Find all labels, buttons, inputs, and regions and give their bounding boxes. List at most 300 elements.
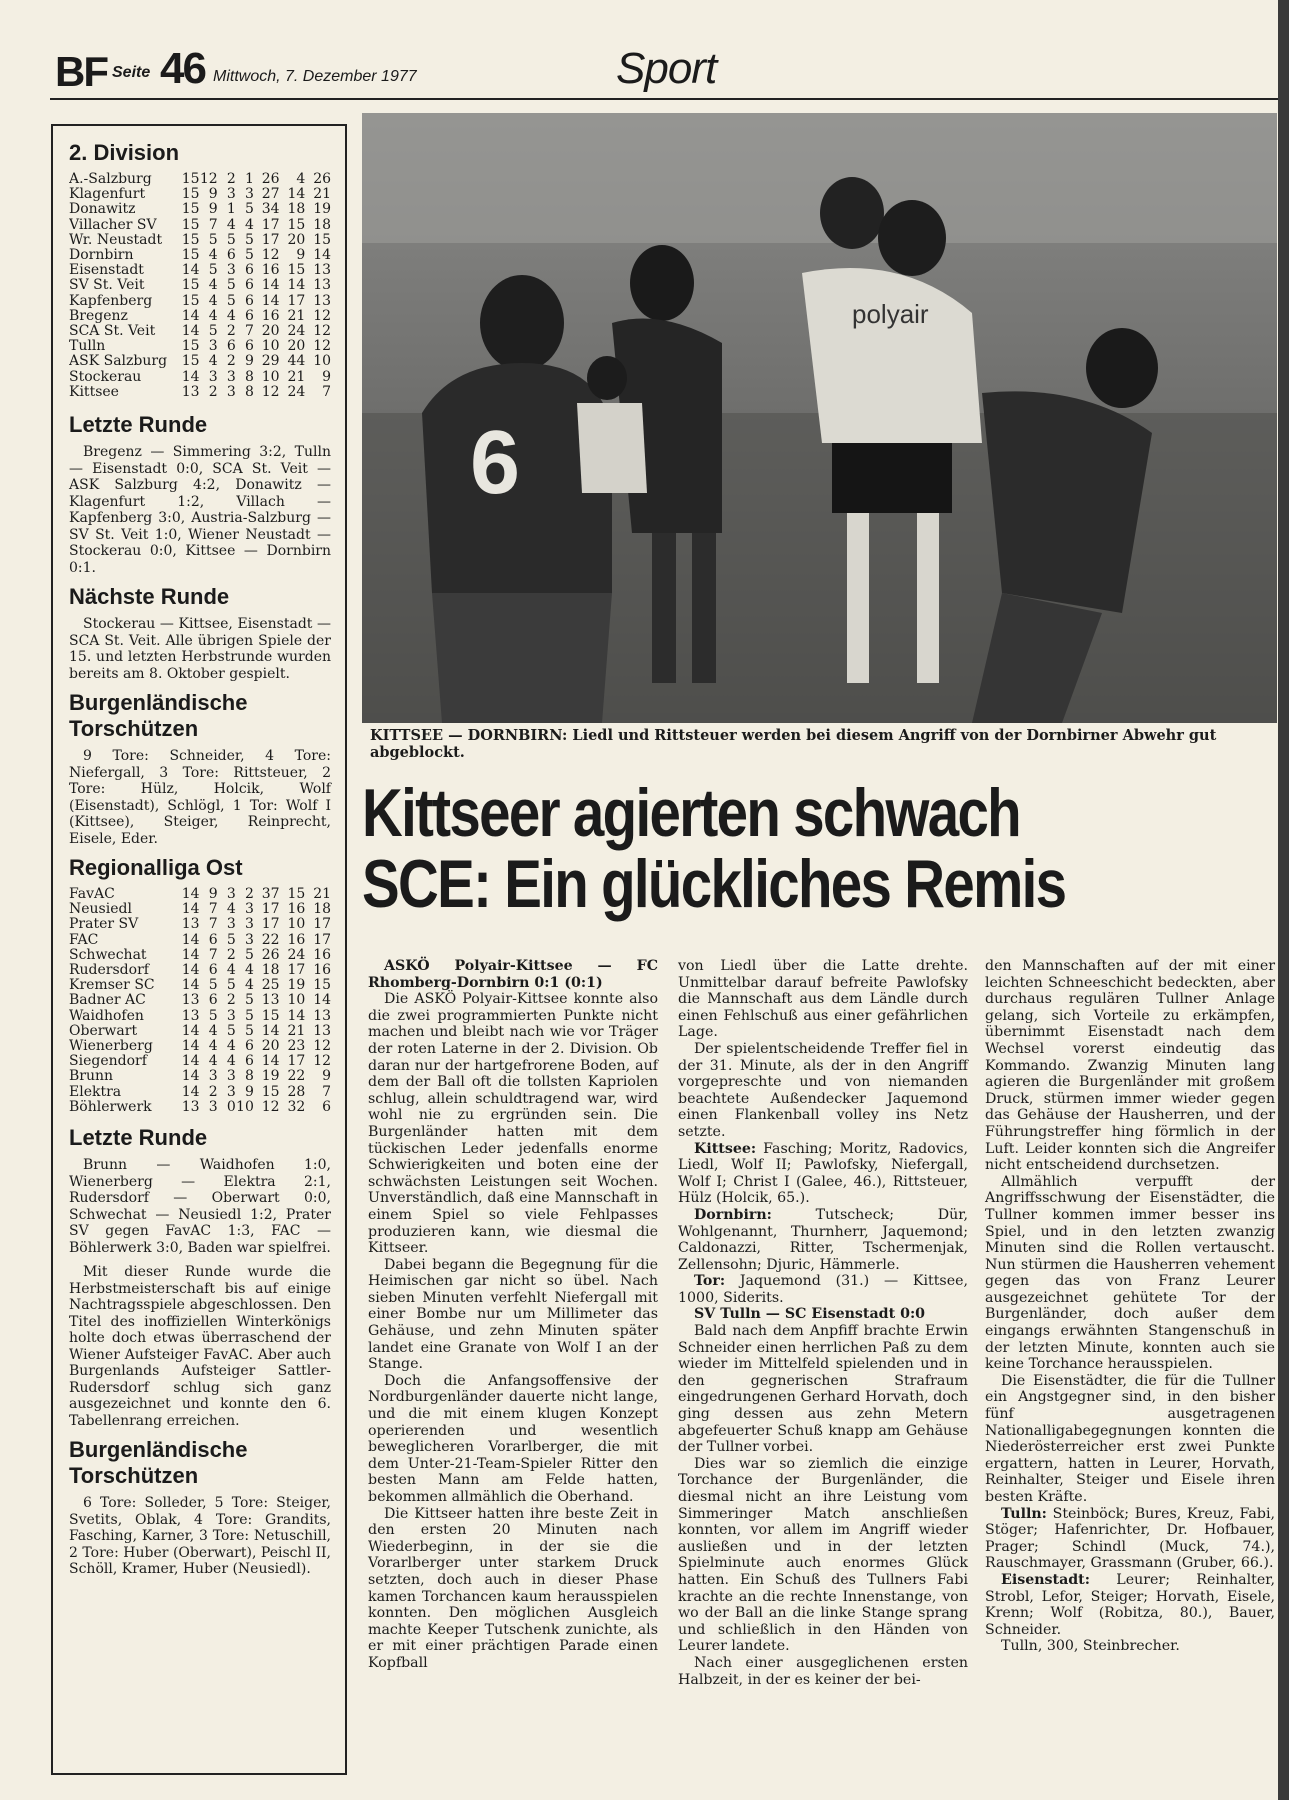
team-name: A.-Salzburg <box>69 172 152 187</box>
page-label: Seite <box>112 64 151 81</box>
team-name: Klagenfurt <box>69 187 146 203</box>
team-name: Rudersdorf <box>69 963 149 979</box>
standings-value: 6 <box>244 262 254 279</box>
team-name: Villacher SV <box>69 217 157 233</box>
team-name: Donawitz <box>69 202 136 218</box>
standings-value: 14 <box>181 901 200 918</box>
standings-value: 5 <box>226 292 236 309</box>
dornbirn-lineup-text: Tutscheck; Dür, Wohlgenannt, Thurnherr, Jaquemond; Caldonazzi, Ritter, Tschermenjak, Zellensohn; Djuric, Hämmerle. <box>678 1206 968 1273</box>
torschuetzen-text: 9 Tore: Schneider, 4 Tore: Niefergall, 3 Tore: Rittsteuer, 2 Tore: Hülz, Holcik, Wolf (Eisenstadt), Schlögl, 1 Tor: Wolf I (Kittsee), Steiger, Reinprecht, Eisele, Eder. <box>69 748 331 847</box>
standings-value: 4 <box>208 292 218 309</box>
team-name: Eisenstadt <box>69 263 144 279</box>
standings-value: 15 <box>181 216 200 233</box>
standings-value: 9 <box>296 247 306 264</box>
standings-value: 4 <box>208 1022 218 1039</box>
standings-value: 34 <box>261 201 280 218</box>
standings-value: 14 <box>261 277 280 294</box>
standings-value: 5 <box>244 1022 254 1039</box>
standings-value: 16 <box>261 262 280 279</box>
standings-value: 15 <box>181 338 200 355</box>
standings-value: 5 <box>226 977 236 994</box>
standings-value: 9 <box>244 353 254 370</box>
standings-value: 15 <box>287 262 306 279</box>
standings-value: 7 <box>208 916 218 933</box>
standings-value: 3 <box>208 1098 218 1115</box>
standings-value: 5 <box>208 262 218 279</box>
standings-value: 2 <box>226 992 236 1009</box>
standings-value: 14 <box>313 992 332 1009</box>
standings-value: 7 <box>322 383 332 400</box>
standings-value: 4 <box>244 977 254 994</box>
standings-value: 5 <box>208 1007 218 1024</box>
standings-value: 13 <box>313 277 332 294</box>
standings-value: 9 <box>322 368 332 385</box>
standings-value: 2 <box>226 946 236 963</box>
goal-info <box>678 1273 968 1306</box>
standings-value: 4 <box>208 307 218 324</box>
standings-value: 13 <box>261 992 280 1009</box>
standings-value: 12 <box>261 247 280 264</box>
standings-value: 10 <box>313 353 332 370</box>
standings-value: 2 <box>226 171 236 187</box>
standings-value: 5 <box>244 231 254 248</box>
standings-value: 14 <box>287 186 306 203</box>
standings-value: 17 <box>261 901 280 918</box>
standings-value: 1 <box>226 201 236 218</box>
torschuetzen-heading: Burgenländische Torschützen <box>69 690 248 742</box>
standings-value: 22 <box>261 931 280 948</box>
standings-value: 18 <box>261 962 280 979</box>
standings-row <box>69 263 331 278</box>
standings-value: 3 <box>208 338 218 355</box>
standings-row <box>69 370 331 385</box>
kittsee-lineup-text: Fasching; Moritz, Radovics, Liedl, Wolf II; Pawlofsky, Niefergall, Wolf I; Christ I (Galee, 46.), Rittsteuer, Hülz (Holcik, 65.). <box>678 1140 968 1207</box>
standings-value: 29 <box>261 353 280 370</box>
standings-value: 23 <box>287 1038 306 1055</box>
standings-row <box>69 294 331 309</box>
standings-row <box>69 1039 331 1054</box>
standings-value: 5 <box>226 231 236 248</box>
standings-value: 6 <box>244 338 254 355</box>
article-paragraph: Bald nach dem Anpfiff brachte Erwin Schneider einen herrlichen Paß zu dem wieder im Mittelfeld spielenden und in den gegnerischen Strafraum eingedrungenen Gerhard Horvath, doch ging dessen aus zehn Metern abgefeuerter Schuß knapp am Gehäuse der Tullner vorbei. <box>678 1323 968 1456</box>
standings-value: 15 <box>261 1083 280 1100</box>
standings-value: 4 <box>226 1038 236 1055</box>
standings-value: 5 <box>226 1022 236 1039</box>
standings-value: 13 <box>181 916 200 933</box>
standings-row <box>69 172 331 187</box>
team-name: Tulln <box>69 339 106 355</box>
team-name: Waidhofen <box>69 1008 144 1024</box>
standings-value: 20 <box>261 1038 280 1055</box>
standings-row <box>69 933 331 948</box>
standings-value: 25 <box>261 977 280 994</box>
standings-value: 3 <box>226 1007 236 1024</box>
standings-value: 8 <box>244 383 254 400</box>
standings-value: 15 <box>181 277 200 294</box>
standings-value: 7 <box>322 1083 332 1100</box>
headline-line-2: SCE: Ein glückliches Remis <box>362 846 1066 922</box>
team-name: Siegendorf <box>69 1054 147 1070</box>
standings-value: 4 <box>208 1053 218 1070</box>
article-paragraph: Dies war so ziemlich die einzige Torchance der Burgenländer, die diesmal nicht an ihre Leistung vom Simmeringer Match anschließen konnten, vor allem im Angriff wieder ausließen und in der letzten Spielminute auch enormes Glück hatten. Ein Schuß des Tullners Fabi krachte an die rechte Innenstange, von wo der Ball an die linke Stange sprang und schließlich in den Händen von Leurer landete. <box>678 1455 968 1655</box>
standings-value: 14 <box>181 307 200 324</box>
standings-value: 14 <box>181 1038 200 1055</box>
letzte-runde-2-heading: Letzte Runde <box>69 1125 208 1151</box>
standings-value: 3 <box>244 901 254 918</box>
standings-row <box>69 917 331 932</box>
standings-value: 14 <box>181 1083 200 1100</box>
standings-value: 3 <box>226 383 236 400</box>
team-name: Prater SV <box>69 917 139 933</box>
standings-row <box>69 324 331 339</box>
standings-value: 8 <box>244 1068 254 1085</box>
team-name: Böhlerwerk <box>69 1099 152 1115</box>
standings-value: 15 <box>181 171 200 187</box>
standings-row <box>69 202 331 217</box>
standings-value: 3 <box>208 1068 218 1085</box>
standings-value: 15 <box>261 1007 280 1024</box>
standings-value: 26 <box>261 171 280 187</box>
article-column-3 <box>985 958 1275 1655</box>
standings-value: 5 <box>208 977 218 994</box>
standings-value: 19 <box>313 201 332 218</box>
standings-value: 15 <box>181 186 200 203</box>
standings-value: 3 <box>208 368 218 385</box>
naechste-runde-heading: Nächste Runde <box>69 584 230 610</box>
match-photo <box>362 113 1277 723</box>
standings-row <box>69 218 331 233</box>
standings-value: 13 <box>313 1007 332 1024</box>
standings-value: 14 <box>287 277 306 294</box>
standings-value: 16 <box>261 307 280 324</box>
sponsor-text: polyair <box>852 299 929 329</box>
standings-value: 21 <box>287 368 306 385</box>
goal-label: Tor: <box>694 1273 726 1290</box>
team-name: FAC <box>69 932 99 948</box>
standings-value: 9 <box>244 1083 254 1100</box>
eisenstadt-lineup <box>985 1572 1275 1638</box>
article-paragraph: Der spielentscheidende Treffer fiel in der 31. Minute, als der in den Angriff vorgepreschte und von niemanden beachtete Außendecker Jaquemond einen Flankenball volley ins Netz setzte. <box>678 1040 968 1140</box>
header-rule <box>50 98 1280 100</box>
article-paragraph: Doch die Anfangsoffensive der Nordburgenländer dauerte nicht lange, und die mit einem klugen Konzept operierenden und wesentlich beweglicheren Vorarlberger, die mit dem Unter-21-Team-Spieler Ritter den besten Mann am Felde hatten, bekommen allmählich die Oberhand. <box>368 1372 658 1505</box>
team-name: Wienerberg <box>69 1039 153 1055</box>
jersey-number: 6 <box>470 413 521 513</box>
standings-value: 17 <box>313 931 332 948</box>
standings-value: 3 <box>226 916 236 933</box>
dornbirn-lineup <box>678 1207 968 1273</box>
team-name: Stockerau <box>69 369 142 385</box>
standings-value: 14 <box>181 368 200 385</box>
standings-value: 4 <box>226 1053 236 1070</box>
team-name: Wr. Neustadt <box>69 232 163 248</box>
standings-value: 6 <box>208 931 218 948</box>
standings-value: 3 <box>226 368 236 385</box>
standings-value: 24 <box>287 383 306 400</box>
standings-value: 14 <box>181 886 200 903</box>
standings-value: 6 <box>244 307 254 324</box>
standings-row <box>69 278 331 293</box>
standings-value: 13 <box>181 1007 200 1024</box>
regionalliga-table <box>69 887 331 1115</box>
torschuetzen-2-heading: Burgenländische Torschützen <box>69 1437 248 1489</box>
standings-value: 22 <box>287 1068 306 1085</box>
standings-row <box>69 1100 331 1115</box>
standings-value: 6 <box>244 277 254 294</box>
tulln-footer: Tulln, 300, Steinbrecher. <box>1001 1638 1180 1655</box>
standings-value: 4 <box>244 962 254 979</box>
standings-value: 12 <box>261 383 280 400</box>
standings-value: 12 <box>313 338 332 355</box>
standings-value: 3 <box>244 916 254 933</box>
standings-value: 4 <box>226 962 236 979</box>
newspaper-logo: BF <box>55 48 107 95</box>
standings-value: 19 <box>261 1068 280 1085</box>
team-name: Elektra <box>69 1084 122 1100</box>
standings-value: 13 <box>313 1022 332 1039</box>
standings-sidebar <box>51 124 347 1775</box>
standings-value: 14 <box>287 1007 306 1024</box>
standings-value: 13 <box>313 292 332 309</box>
article-paragraph: Die Kittseer hatten ihre beste Zeit in den ersten 20 Minuten nach Wiederbeginn, in der sie die Vorarlberger unter starkem Druck setzten, doch auch in dieser Phase kamen Torchancen kaum herausspielen konnten. Den möglichen Ausgleich machte Keeper Tutschenk zunichte, als er mit einer prächtigen Parade einen Kopfball <box>368 1505 658 1671</box>
article-paragraph: Allmählich verpufft der Angriffsschwung der Eisenstädter, die Tullner kommen immer besser ins Spiel, und in den letzten zwanzig Minuten sind die Rollen vertauscht. Nun stürmen die Hausherren vehement gegen das von Franz Leurer ausgezeichnet gehütete Tor der Burgenländer, doch außer dem eingangs erwähnten Stangenschuß in der letzten Minute, konnten auch sie keine Torchance herausspielen. <box>985 1173 1275 1373</box>
standings-value: 32 <box>287 1098 306 1115</box>
team-name: Dornbirn <box>69 248 134 264</box>
standings-value: 18 <box>313 216 332 233</box>
standings-value: 15 <box>181 201 200 218</box>
standings-value: 15 <box>181 247 200 264</box>
standings-value: 10 <box>261 338 280 355</box>
naechste-runde-text: Stockerau — Kittsee, Eisenstadt — SCA St. Veit. Alle übrigen Spiele der 15. und letzten Herbstrunde wurden bereits am 8. Oktober gespielt. <box>69 616 331 682</box>
team-name: Badner AC <box>69 993 146 1009</box>
standings-value: 3 <box>226 186 236 203</box>
standings-value: 14 <box>181 1022 200 1039</box>
standings-value: 4 <box>208 277 218 294</box>
standings-row <box>69 1009 331 1024</box>
section-title: Sport <box>616 44 717 93</box>
standings-value: 17 <box>287 962 306 979</box>
standings-value: 5 <box>244 946 254 963</box>
standings-value: 5 <box>244 247 254 264</box>
article-paragraph: von Liedl über die Latte drehte. Unmittelbar darauf befreite Pawlofsky die Mannschaft aus dem Ländle durch einen Fehlschuß aus einer gefährlichen Lage. <box>678 958 968 1041</box>
standings-value: 16 <box>287 901 306 918</box>
article-paragraph: Die ASKÖ Polyair-Kittsee konnte also die zwei programmierten Punkte nicht machen und bleibt nach wie vor Träger der roten Laterne in der 2. Division. Ob daran nur der hartgefrorene Boden, auf dem der Ball oft die tollsten Kapriolen schlug, allein schuldtragend war, wird wohl nie zu ergründen sein. Die Burgenländer hatten mit dem tückischen Leder jedenfalls enorme Schwierigkeiten und boten eine der schwächsten Leistungen seit Wochen. Unverständlich, daß eine Mannschaft in einem Spiel so viele Fehlpasses produzieren kann, wie diesmal die Kittseer. <box>368 991 658 1257</box>
article-paragraph: Nach einer ausgeglichenen ersten Halbzeit, in der es keiner der bei- <box>678 1654 968 1688</box>
page-edge <box>1278 0 1289 1800</box>
standings-value: 12 <box>313 323 332 340</box>
standings-value: 2 <box>226 353 236 370</box>
standings-value: 16 <box>313 946 332 963</box>
standings-value: 18 <box>287 201 306 218</box>
standings-value: 6 <box>244 1053 254 1070</box>
issue-date: Mittwoch, 7. Dezember 1977 <box>213 68 417 85</box>
standings-value: 9 <box>208 186 218 203</box>
standings-value: 10 <box>287 916 306 933</box>
standings-value: 4 <box>226 216 236 233</box>
match1-header: ASKÖ Polyair-Kittsee — FC Rhomberg-Dornbirn 0:1 (0:1) <box>368 958 658 991</box>
team-name: Kapfenberg <box>69 293 153 309</box>
standings-row <box>69 1085 331 1100</box>
standings-value: 7 <box>208 901 218 918</box>
match2-header: SV Tulln — SC Eisenstadt 0:0 <box>694 1306 926 1323</box>
standings-value: 3 <box>226 886 236 903</box>
standings-value: 2 <box>208 1083 218 1100</box>
standings-value: 21 <box>313 886 332 903</box>
standings-row <box>69 354 331 369</box>
standings-row <box>69 187 331 202</box>
standings-value: 14 <box>181 946 200 963</box>
regionalliga-heading: Regionalliga Ost <box>69 855 243 881</box>
team-name: Brunn <box>69 1069 114 1085</box>
standings-value: 12 <box>313 1053 332 1070</box>
standings-value: 3 <box>226 262 236 279</box>
standings-value: 3 <box>226 1083 236 1100</box>
standings-value: 37 <box>261 886 280 903</box>
headline-line-1: Kittseer agierten schwach <box>362 775 1020 851</box>
standings-value: 14 <box>181 931 200 948</box>
standings-row <box>69 902 331 917</box>
article-headline <box>362 775 1121 922</box>
standings-value: 2 <box>208 383 218 400</box>
standings-value: 9 <box>208 201 218 218</box>
dornbirn-label: Dornbirn: <box>694 1206 772 1223</box>
standings-value: 5 <box>208 323 218 340</box>
standings-value: 8 <box>244 368 254 385</box>
standings-row <box>69 309 331 324</box>
team-name: SCA St. Veit <box>69 324 156 340</box>
standings-value: 13 <box>181 992 200 1009</box>
division2-table <box>69 172 331 400</box>
standings-value: 4 <box>208 247 218 264</box>
standings-value: 6 <box>226 247 236 264</box>
standings-row <box>69 1069 331 1084</box>
article-column-2 <box>678 958 968 1688</box>
standings-value: 17 <box>261 216 280 233</box>
standings-value: 4 <box>226 901 236 918</box>
standings-value: 15 <box>181 353 200 370</box>
standings-value: 14 <box>181 1068 200 1085</box>
standings-value: 15 <box>313 977 332 994</box>
standings-value: 21 <box>287 1022 306 1039</box>
letzte-runde-2-results: Brunn — Waidhofen 1:0, Wienerberg — Elektra 2:1, Rudersdorf — Oberwart 0:0, Schwechat — Neusiedl 1:2, Prater SV gegen FavAC 1:3, FAC — Böhlerwerk 3:0, Baden war spielfrei. <box>69 1157 331 1256</box>
standings-value: 14 <box>181 962 200 979</box>
standings-value: 14 <box>181 1053 200 1070</box>
standings-value: 9 <box>208 886 218 903</box>
standings-value: 15 <box>181 231 200 248</box>
team-name: Kremser SC <box>69 978 155 994</box>
standings-row <box>69 233 331 248</box>
standings-value: 7 <box>208 216 218 233</box>
standings-value: 14 <box>181 323 200 340</box>
standings-value: 14 <box>261 292 280 309</box>
standings-value: 5 <box>208 231 218 248</box>
standings-value: 20 <box>287 338 306 355</box>
standings-row <box>69 948 331 963</box>
standings-value: 26 <box>261 946 280 963</box>
standings-value: 15 <box>313 231 332 248</box>
caption-text: Liedl und Rittsteuer werden bei diesem Angriff von der Dornbirner Abwehr gut abgeblockt. <box>370 727 1217 761</box>
standings-value: 1 <box>244 171 254 187</box>
standings-value: 4 <box>226 307 236 324</box>
article-column-1 <box>368 958 658 1672</box>
standings-row <box>69 1054 331 1069</box>
standings-value: 6 <box>208 992 218 1009</box>
torschuetzen-2-text: 6 Tore: Solleder, 5 Tore: Steiger, Svetits, Oblak, 4 Tore: Grandits, Fasching, Karner, 3 Tore: Netuschill, 2 Tore: Huber (Oberwart), Peischl II, Schöll, Kramer, Huber (Neusiedl). <box>69 1495 331 1578</box>
standings-value: 15 <box>181 292 200 309</box>
page-number: 46 <box>160 44 205 93</box>
division2-heading: 2. Division <box>69 140 180 165</box>
standings-value: 21 <box>313 186 332 203</box>
standings-value: 20 <box>261 323 280 340</box>
standings-value: 6 <box>226 338 236 355</box>
eisenstadt-lineup-text: Leurer; Reinhalter, Strobl, Lefor, Steiger; Horvath, Eisele, Krenn; Wolf (Robitza, 80.), Bauer, Schneider. <box>985 1571 1276 1638</box>
standings-value: 4 <box>208 1038 218 1055</box>
tulln-label: Tulln: <box>1001 1505 1047 1522</box>
standings-value: 5 <box>244 201 254 218</box>
standings-row <box>69 1024 331 1039</box>
article-paragraph: Die Eisenstädter, die für die Tullner ein Angstgegner sind, in den bisher fünf ausgetragenen Nationalligabegegnungen konnten die Niederösterreicher erst zwei Punkte ergattern, hatten in Leurer, Horvath, Reinhalter, Steiger und Eisele ihren besten Kräfte. <box>985 1372 1275 1505</box>
team-name: Neusiedl <box>69 902 132 918</box>
standings-value: 12 <box>313 307 332 324</box>
standings-value: 5 <box>226 277 236 294</box>
standings-value: 3 <box>244 186 254 203</box>
standings-value: 15 <box>287 886 306 903</box>
letzte-runde-heading: Letzte Runde <box>69 412 208 438</box>
standings-value: 17 <box>261 231 280 248</box>
standings-row <box>69 339 331 354</box>
team-name: Oberwart <box>69 1023 138 1039</box>
standings-row <box>69 963 331 978</box>
standings-value: 26 <box>313 171 332 187</box>
standings-value: 13 <box>181 1098 200 1115</box>
standings-value: 0 <box>226 1098 236 1115</box>
standings-value: 13 <box>313 262 332 279</box>
standings-value: 44 <box>287 353 306 370</box>
standings-row <box>69 993 331 1008</box>
kittsee-label: Kittsee: <box>694 1140 757 1157</box>
article-paragraph: den Mannschaften auf der mit einer leichten Schneeschicht bedeckten, aber durchaus regulären Tullner Anlage gelang, sich Vorteile zu erkämpfen, übernimmt Eisenstadt nach dem Wechsel vorerst eindeutig das Kommando. Zwanzig Minuten lang agieren die Burgenländer mit großem Druck, stürmen immer wieder gegen das Gehäuse der Hausherren, und der Führungstreffer hing förmlich in der Luft. Leider konnten sich die Angreifer nicht entscheidend durchsetzen. <box>985 958 1275 1174</box>
standings-value: 21 <box>287 307 306 324</box>
standings-value: 10 <box>236 1098 254 1115</box>
herbstmeisterschaft-text: Mit dieser Runde wurde die Herbstmeisterschaft bis auf einige Nachtragsspiele abgeschlossen. Den Titel des inoffiziellen Winterkönigs holte doch etwas überraschend der Wiener Aufsteiger FavAC. Aber auch Burgenlands Aufsteiger Sattler-Rudersdorf schlug sich ganz ausgezeichnet und konnte den 6. Tabellenrang erreichen. <box>69 1264 331 1429</box>
standings-value: 6 <box>244 292 254 309</box>
standings-value: 13 <box>181 383 200 400</box>
goal-text: Jaquemond (31.) — Kittsee, 1000, Siderits. <box>678 1273 968 1306</box>
standings-value: 10 <box>287 992 306 1009</box>
standings-value: 17 <box>261 916 280 933</box>
standings-row <box>69 385 331 400</box>
team-name: Bregenz <box>69 308 128 324</box>
standings-value: 28 <box>287 1083 306 1100</box>
standings-value: 9 <box>322 1068 332 1085</box>
standings-value: 10 <box>261 368 280 385</box>
standings-value: 5 <box>244 1007 254 1024</box>
standings-value: 6 <box>244 1038 254 1055</box>
standings-value: 7 <box>208 946 218 963</box>
eisenstadt-label: Eisenstadt: <box>1001 1571 1090 1588</box>
letzte-runde-results: Bregenz — Simmering 3:2, Tulln — Eisenstadt 0:0, SCA St. Veit — ASK Salzburg 4:2, Donawitz — Klagenfurt 1:2, Villach — Kapfenberg 3:0, Austria-Salzburg — SV St. Veit 1:0, Wiener Neustadt — Stockerau 0:0, Kittsee — Dornbirn 0:1. <box>69 444 331 576</box>
article-paragraph: Dabei begann die Begegnung für die Heimischen gar nicht so übel. Nach sieben Minuten verfehlt Niefergall mit einer Bombe nur um Millimeter das Gehäuse, und zehn Minuten später landet eine Granate von Wolf I an der Stange. <box>368 1256 658 1373</box>
standings-value: 4 <box>208 353 218 370</box>
match-photo-illustration <box>362 113 1277 723</box>
standings-value: 7 <box>244 323 254 340</box>
standings-value: 6 <box>322 1098 332 1115</box>
standings-value: 5 <box>244 992 254 1009</box>
team-name: FavAC <box>69 887 115 903</box>
team-name: Kittsee <box>69 384 119 400</box>
standings-value: 19 <box>287 977 306 994</box>
kittsee-lineup <box>678 1141 968 1207</box>
standings-value: 17 <box>287 292 306 309</box>
